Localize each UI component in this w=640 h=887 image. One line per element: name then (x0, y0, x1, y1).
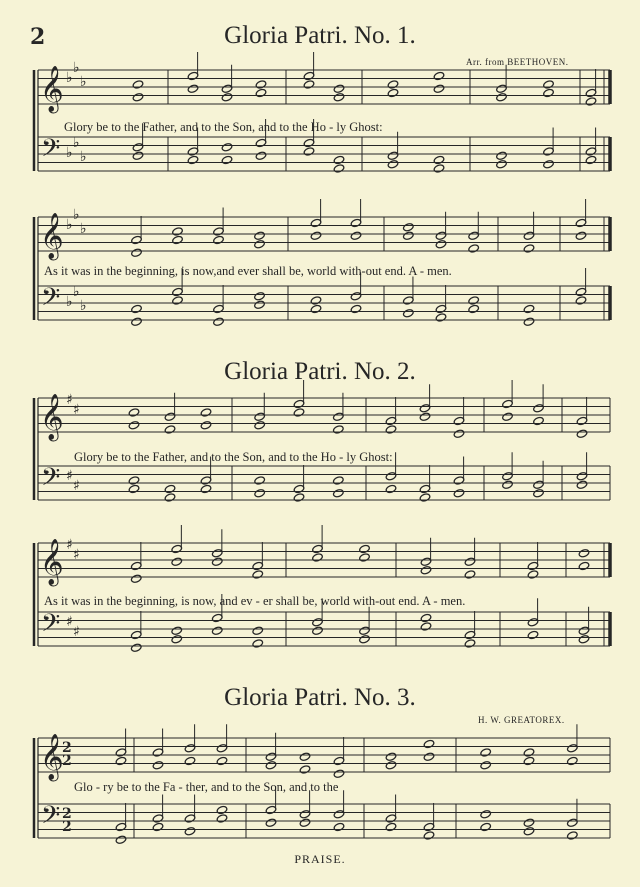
bass-clef: 𝄢 (41, 134, 61, 169)
key-signature-accidental: ♭ (80, 149, 87, 165)
note-head (310, 218, 322, 227)
note-head (403, 309, 415, 318)
note-head (252, 570, 264, 579)
note-head (350, 292, 362, 301)
note-head (496, 84, 508, 93)
note-head (164, 493, 176, 502)
note-head (420, 557, 432, 566)
note-head (567, 744, 579, 753)
note-head (578, 561, 590, 570)
note-head (293, 399, 305, 408)
note-head (385, 484, 397, 493)
note-head (184, 827, 196, 836)
note-head (131, 304, 143, 313)
note-head (213, 227, 225, 236)
note-head (464, 630, 476, 639)
note-head (211, 557, 223, 566)
note-head (496, 151, 508, 160)
note-head (216, 756, 228, 765)
note-head (480, 761, 492, 770)
note-head (255, 138, 267, 147)
note-head (216, 814, 228, 823)
note-head (252, 626, 264, 635)
note-head (213, 235, 225, 244)
note-head (299, 752, 311, 761)
note-head (575, 296, 587, 305)
note-head (385, 822, 397, 831)
treble-clef: 𝄞 (40, 539, 64, 585)
note-head (299, 810, 311, 819)
note-head (576, 480, 588, 489)
note-head (211, 549, 223, 558)
note-head (468, 231, 480, 240)
note-head (435, 231, 447, 240)
note-head (527, 630, 539, 639)
note-head (480, 822, 492, 831)
note-head (164, 425, 176, 434)
note-head (333, 412, 345, 421)
note-head (496, 93, 508, 102)
note-head (221, 155, 233, 164)
composer-credit-3: H. W. GREATOREX. (478, 715, 565, 725)
note-head (464, 639, 476, 648)
note-head (453, 476, 465, 485)
key-signature-accidental: ♯ (73, 402, 80, 418)
note-head (293, 493, 305, 502)
note-head (172, 287, 184, 296)
note-head (265, 818, 277, 827)
note-head (312, 626, 324, 635)
note-head (152, 761, 164, 770)
note-head (115, 756, 127, 765)
note-head (131, 235, 143, 244)
time-signature-digit: 2 (62, 819, 72, 835)
note-head (130, 630, 142, 639)
note-head (385, 752, 397, 761)
note-head (333, 155, 345, 164)
note-head (265, 805, 277, 814)
key-signature-accidental: ♭ (80, 298, 87, 314)
note-head (216, 805, 228, 814)
note-head (567, 818, 579, 827)
note-head (468, 296, 480, 305)
note-head (502, 472, 514, 481)
note-head (453, 489, 465, 498)
key-signature-accidental: ♯ (73, 624, 80, 640)
note-head (543, 88, 555, 97)
note-head (576, 416, 588, 425)
note-head (312, 618, 324, 627)
note-head (585, 88, 597, 97)
note-head (585, 97, 597, 106)
note-head (310, 304, 322, 313)
key-signature-accidental: ♯ (73, 547, 80, 563)
note-head (303, 138, 315, 147)
note-head (502, 480, 514, 489)
note-head (502, 399, 514, 408)
note-head (567, 831, 579, 840)
key-signature-accidental: ♭ (73, 60, 80, 76)
note-head (435, 304, 447, 313)
treble-clef: 𝄞 (40, 734, 64, 780)
key-signature-accidental: ♭ (73, 135, 80, 151)
key-signature-accidental: ♯ (73, 478, 80, 494)
note-head (533, 404, 545, 413)
note-head (164, 484, 176, 493)
note-head (433, 155, 445, 164)
note-head (350, 218, 362, 227)
note-head (128, 476, 140, 485)
note-head (420, 613, 432, 622)
note-head (533, 416, 545, 425)
note-head (184, 814, 196, 823)
note-head (293, 408, 305, 417)
note-head (502, 412, 514, 421)
note-head (303, 80, 315, 89)
note-head (350, 304, 362, 313)
note-head (423, 739, 435, 748)
note-head (578, 626, 590, 635)
note-head (221, 84, 233, 93)
key-signature-accidental: ♯ (66, 614, 73, 630)
bass-clef: 𝄢 (41, 283, 61, 318)
note-head (359, 544, 371, 553)
note-head (131, 248, 143, 257)
note-head (132, 151, 144, 160)
time-signature-digit: 2 (62, 740, 72, 756)
note-head (385, 814, 397, 823)
note-head (152, 814, 164, 823)
note-head (523, 756, 535, 765)
note-head (187, 84, 199, 93)
note-head (543, 147, 555, 156)
note-head (252, 561, 264, 570)
note-head (578, 549, 590, 558)
lyrics-line-2a: Glory be to the Father, and to the Son, and to the Ho - ly Ghost: (74, 450, 393, 464)
note-head (254, 300, 266, 309)
note-head (130, 574, 142, 583)
note-head (333, 810, 345, 819)
note-head (496, 160, 508, 169)
note-head (527, 561, 539, 570)
note-head (480, 810, 492, 819)
note-head (359, 553, 371, 562)
note-head (152, 822, 164, 831)
note-head (254, 476, 266, 485)
note-head (350, 231, 362, 240)
note-head (187, 155, 199, 164)
lyrics-line-1a: Glory be to the Father, and to the Son, and to the Ho - ly Ghost: (64, 120, 383, 134)
note-head (468, 244, 480, 253)
note-head (171, 544, 183, 553)
note-head (115, 822, 127, 831)
note-head (213, 317, 225, 326)
note-head (184, 756, 196, 765)
footer-caption: PRAISE. (294, 852, 346, 866)
note-head (433, 84, 445, 93)
note-head (333, 822, 345, 831)
note-head (333, 425, 345, 434)
note-head (333, 93, 345, 102)
note-head (200, 476, 212, 485)
note-head (254, 412, 266, 421)
note-head (293, 484, 305, 493)
note-head (254, 231, 266, 240)
note-head (585, 147, 597, 156)
note-head (480, 748, 492, 757)
note-head (435, 313, 447, 322)
note-head (419, 404, 431, 413)
note-head (152, 748, 164, 757)
key-signature-accidental: ♭ (73, 284, 80, 300)
key-signature-accidental: ♭ (66, 217, 73, 233)
note-head (252, 639, 264, 648)
note-head (164, 412, 176, 421)
key-signature-accidental: ♭ (73, 207, 80, 223)
note-head (333, 476, 345, 485)
note-head (132, 143, 144, 152)
note-head (187, 147, 199, 156)
note-head (533, 480, 545, 489)
key-signature-accidental: ♯ (66, 392, 73, 408)
note-head (523, 818, 535, 827)
note-head (575, 218, 587, 227)
note-head (184, 744, 196, 753)
note-head (433, 71, 445, 80)
note-head (387, 160, 399, 169)
treble-clef: 𝄞 (40, 66, 64, 112)
note-head (303, 71, 315, 80)
note-head (433, 164, 445, 173)
note-head (575, 231, 587, 240)
lyrics-line-2b: As it was in the beginning, is now, and ev - er shall be, world with-out end. A - men. (44, 594, 466, 608)
note-head (333, 756, 345, 765)
note-head (420, 566, 432, 575)
note-head (423, 831, 435, 840)
note-head (385, 472, 397, 481)
note-head (312, 553, 324, 562)
note-head (333, 489, 345, 498)
note-head (299, 818, 311, 827)
note-head (172, 296, 184, 305)
note-head (333, 164, 345, 173)
note-head (543, 80, 555, 89)
key-signature-accidental: ♭ (80, 74, 87, 90)
note-head (310, 296, 322, 305)
note-head (523, 317, 535, 326)
note-head (423, 822, 435, 831)
note-head (255, 151, 267, 160)
bass-clef: 𝄢 (41, 801, 61, 836)
note-head (403, 296, 415, 305)
note-head (575, 287, 587, 296)
note-head (254, 421, 266, 430)
note-head (419, 493, 431, 502)
note-head (385, 425, 397, 434)
note-head (527, 618, 539, 627)
note-head (171, 626, 183, 635)
note-head (523, 231, 535, 240)
note-head (403, 231, 415, 240)
note-head (543, 160, 555, 169)
note-head (115, 748, 127, 757)
note-head (310, 231, 322, 240)
note-head (254, 292, 266, 301)
note-head (385, 416, 397, 425)
note-head (385, 761, 397, 770)
note-head (255, 80, 267, 89)
note-head (115, 835, 127, 844)
note-head (419, 484, 431, 493)
note-head (131, 317, 143, 326)
key-signature-accidental: ♯ (66, 468, 73, 484)
note-head (387, 80, 399, 89)
note-head (435, 240, 447, 249)
hymn-title-3: Gloria Patri. No. 3. (224, 684, 416, 711)
note-head (523, 244, 535, 253)
note-head (403, 223, 415, 232)
note-head (523, 748, 535, 757)
note-head (128, 484, 140, 493)
key-signature-accidental: ♭ (66, 70, 73, 86)
lyrics-line-1b: As it was in the beginning, is now,and ever shall be, world with-out end. A - men. (44, 264, 452, 278)
note-head (172, 235, 184, 244)
note-head (132, 80, 144, 89)
note-head (359, 635, 371, 644)
note-head (523, 827, 535, 836)
note-head (172, 227, 184, 236)
treble-clef: 𝄞 (40, 213, 64, 259)
page-number: 2 (30, 24, 46, 50)
note-head (567, 756, 579, 765)
note-head (221, 93, 233, 102)
note-head (359, 626, 371, 635)
note-head (312, 544, 324, 553)
key-signature-accidental: ♯ (66, 537, 73, 553)
note-head (128, 408, 140, 417)
note-head (533, 489, 545, 498)
note-head (130, 561, 142, 570)
note-head (576, 472, 588, 481)
note-head (211, 613, 223, 622)
note-head (200, 421, 212, 430)
bass-clef: 𝄢 (41, 463, 61, 498)
note-head (333, 84, 345, 93)
note-head (171, 557, 183, 566)
note-head (585, 155, 597, 164)
note-head (523, 304, 535, 313)
note-head (213, 304, 225, 313)
note-head (333, 769, 345, 778)
time-signature-digit: 2 (62, 753, 72, 769)
note-head (464, 557, 476, 566)
note-head (187, 71, 199, 80)
hymn-title-1: Gloria Patri. No. 1. (224, 22, 416, 49)
note-head (423, 752, 435, 761)
key-signature-accidental: ♭ (66, 145, 73, 161)
note-head (200, 408, 212, 417)
lyrics-line-3a: Glo - ry be to the Fa - ther, and to the Son, and to the (74, 780, 339, 794)
note-head (453, 416, 465, 425)
note-head (254, 240, 266, 249)
key-signature-accidental: ♭ (80, 221, 87, 237)
note-head (464, 570, 476, 579)
note-head (303, 147, 315, 156)
time-signature-digit: 2 (62, 806, 72, 822)
hymn-title-2: Gloria Patri. No. 2. (224, 358, 416, 385)
note-head (132, 93, 144, 102)
note-head (468, 304, 480, 313)
note-head (221, 143, 233, 152)
note-head (527, 570, 539, 579)
note-head (200, 484, 212, 493)
note-head (419, 412, 431, 421)
treble-clef: 𝄞 (40, 394, 64, 440)
note-head (171, 635, 183, 644)
key-signature-accidental: ♭ (66, 294, 73, 310)
note-head (255, 88, 267, 97)
note-head (453, 429, 465, 438)
note-head (387, 88, 399, 97)
note-head (130, 643, 142, 652)
composer-credit-1: Arr. from BEETHOVEN. (466, 57, 569, 67)
note-head (578, 635, 590, 644)
note-head (387, 151, 399, 160)
note-head (211, 626, 223, 635)
note-head (576, 429, 588, 438)
note-head (216, 744, 228, 753)
note-head (265, 752, 277, 761)
note-head (128, 421, 140, 430)
note-head (254, 489, 266, 498)
note-head (420, 622, 432, 631)
note-head (299, 765, 311, 774)
bass-clef: 𝄢 (41, 609, 61, 644)
note-head (265, 761, 277, 770)
